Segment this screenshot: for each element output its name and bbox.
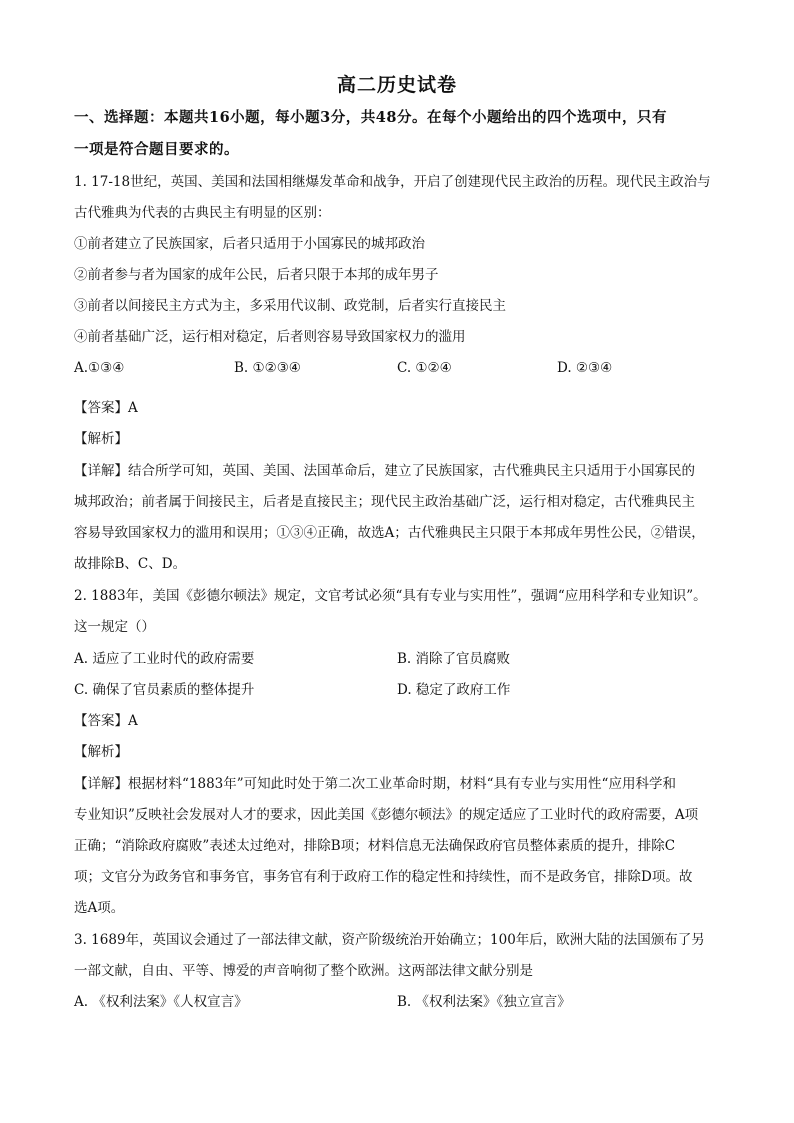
q1-statement: ②前者参与者为国家的成年公民，后者只限于本邦的成年男子	[74, 267, 439, 283]
q1-analysis-label: 【解析】	[74, 431, 128, 447]
section-header-line-2: 一项是符合题目要求的。	[74, 141, 239, 158]
q1-detail-line: 【详解】结合所学可知，英国、美国、法国革命后，建立了民族国家，古代雅典民主只适用于小国寡民的	[74, 463, 695, 479]
q1-answer: 【答案】A	[74, 400, 138, 416]
section-header-line-1: 一、选择题：本题共16小题，每小题3分，共48分。在每个小题给出的四个选项中，只有	[74, 109, 667, 126]
q1-option-b[interactable]: B. ①②③④	[234, 360, 301, 376]
q1-detail-line: 城邦政治；前者属于间接民主，后者是直接民主；现代民主政治基础广泛，运行相对稳定，古代雅典民主	[74, 494, 695, 510]
q2-stem-line-1: 2. 1883年，美国《彭德尔顿法》规定，文官考试必须“具有专业与实用性”，强调“应用科学和专业知识”。	[74, 588, 707, 604]
q2-detail-line: 选A项。	[74, 900, 125, 916]
q2-answer: 【答案】A	[74, 713, 138, 729]
q3-option-a[interactable]: A. 《权利法案》《人权宣言》	[74, 994, 248, 1010]
q2-option-a[interactable]: A. 适应了工业时代的政府需要	[74, 651, 255, 667]
q1-detail-line: 故排除B、C、D。	[74, 556, 187, 572]
q2-option-c[interactable]: C. 确保了官员素质的整体提升	[74, 682, 255, 698]
q2-detail-line: 专业知识”反映社会发展对人才的要求，因此美国《彭德尔顿法》的规定适应了工业时代的政府需要，A项	[74, 807, 699, 823]
q1-statement: ③前者以间接民主方式为主，多采用代议制、政党制，后者实行直接民主	[74, 298, 506, 314]
q2-analysis-label: 【解析】	[74, 744, 128, 760]
q3-stem-line-2: 一部文献，自由、平等、博爱的声音响彻了整个欧洲。这两部法律文献分别是	[74, 963, 533, 979]
q1-statement: ④前者基础广泛，运行相对稳定，后者则容易导致国家权力的滥用	[74, 329, 466, 345]
q1-option-a[interactable]: A.①③④	[74, 360, 125, 376]
q1-option-d[interactable]: D. ②③④	[557, 360, 613, 376]
q2-detail-line: 正确；“消除政府腐败”表述太过绝对，排除B项；材料信息无法确保政府官员整体素质的提升，排除C	[74, 838, 676, 854]
q2-option-d[interactable]: D. 稳定了政府工作	[397, 682, 511, 698]
q2-detail-line: 项；文官分为政务官和事务官，事务官有利于政府工作的稳定性和持续性，而不是政务官，排除D项。故	[74, 869, 693, 885]
q2-stem-line-2: 这一规定（）	[74, 619, 155, 635]
q1-detail-line: 容易导致国家权力的滥用和误用；①③④正确，故选A；古代雅典民主只限于本邦成年男性公民，②错误，	[74, 525, 705, 541]
page-title: 高二历史试卷	[336, 74, 457, 96]
q1-stem-line-1: 1. 17-18世纪，英国、美国和法国相继爆发革命和战争，开启了创建现代民主政治的历程。现代民主政治与	[74, 174, 711, 190]
q2-detail-line: 【详解】根据材料“1883年”可知此时处于第二次工业革命时期，材料“具有专业与实用性“应用科学和	[74, 776, 676, 792]
q3-option-b[interactable]: B. 《权利法案》《独立宣言》	[397, 994, 571, 1010]
q1-stem-line-2: 古代雅典为代表的古典民主有明显的区别：	[74, 205, 331, 221]
q2-option-b[interactable]: B. 消除了官员腐败	[397, 651, 511, 667]
q1-option-c[interactable]: C. ①②④	[397, 360, 452, 376]
q1-statement: ①前者建立了民族国家，后者只适用于小国寡民的城邦政治	[74, 236, 425, 252]
q3-stem-line-1: 3. 1689年，英国议会通过了一部法律文献，资产阶级统治开始确立；100年后，欧洲大陆的法国颁布了另	[74, 932, 705, 948]
